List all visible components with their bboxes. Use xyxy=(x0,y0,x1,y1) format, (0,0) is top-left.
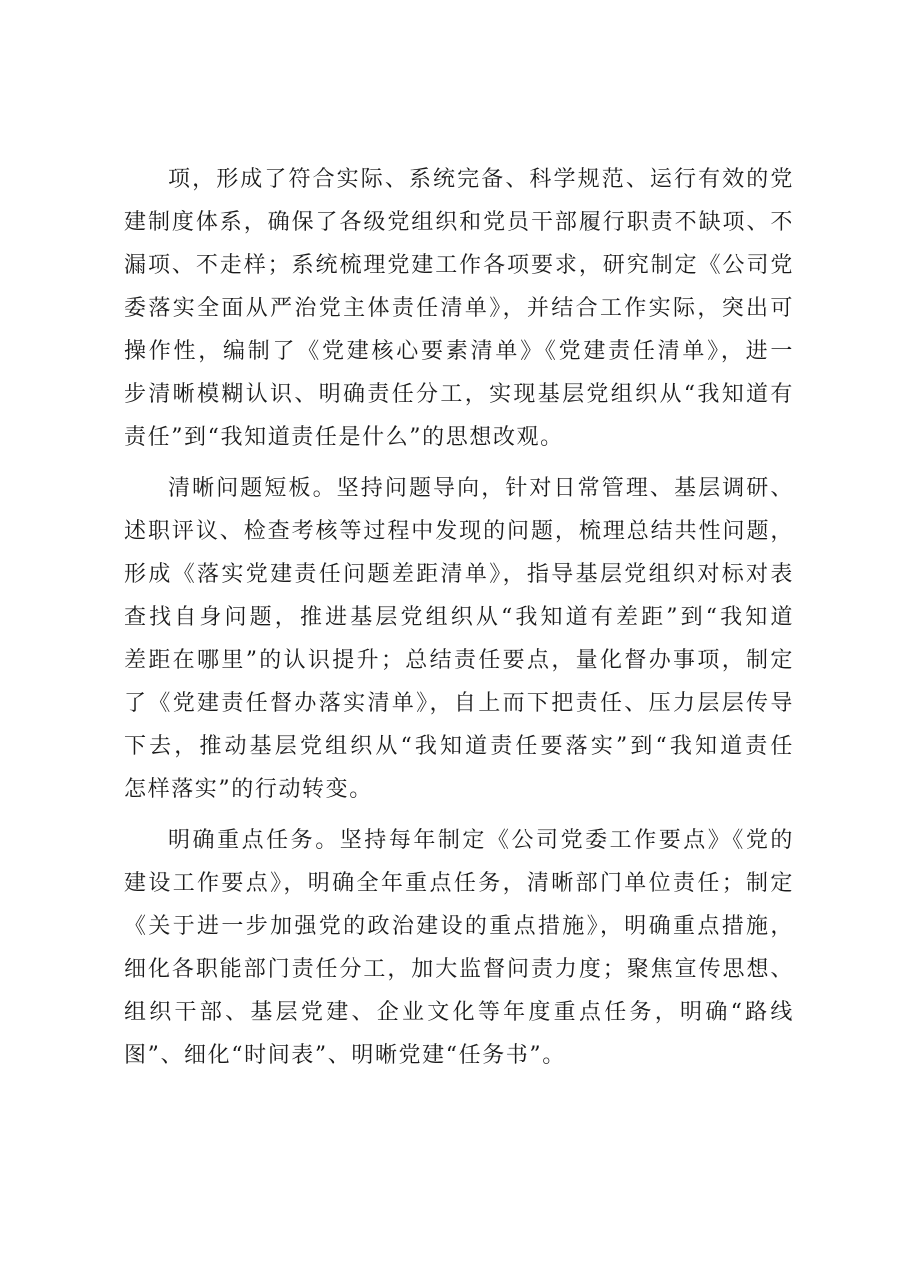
text-line: 操作性，编制了《党建核心要素清单》《党建责任清单》，进一 xyxy=(124,339,794,364)
text-line: 建设工作要点》，明确全年重点任务，清晰部门单位责任；制定 xyxy=(124,871,794,896)
text-line: 差距在哪里”的认识提升；总结责任要点，量化督办事项，制定 xyxy=(124,648,794,673)
text-line: 项，形成了符合实际、系统完备、科学规范、运行有效的党 xyxy=(168,167,794,192)
document-body xyxy=(124,158,794,1085)
text-line: 图”、细化“时间表”、明晰党建“任务书”。 xyxy=(124,1043,566,1068)
text-line: 步清晰模糊认识、明确责任分工，实现基层党组织从“我知道有 xyxy=(124,382,794,407)
text-line: 了《党建责任督办落实清单》，自上而下把责任、压力层层传导 xyxy=(124,691,794,716)
paragraph-1 xyxy=(124,158,794,459)
text-line: 述职评议、检查考核等过程中发现的问题，梳理总结共性问题， xyxy=(124,519,794,544)
text-line: 细化各职能部门责任分工，加大监督问责力度；聚焦宣传思想、 xyxy=(124,957,794,982)
text-line: 查找自身问题，推进基层党组织从“我知道有差距”到“我知道 xyxy=(124,605,794,630)
text-line: 下去，推动基层党组织从“我知道责任要落实”到“我知道责任 xyxy=(124,734,794,759)
paragraph-3 xyxy=(124,819,794,1077)
paragraph-2 xyxy=(124,467,794,811)
text-line: 责任”到“我知道责任是什么”的思想改观。 xyxy=(124,425,564,450)
text-line: 形成《落实党建责任问题差距清单》，指导基层党组织对标对表 xyxy=(124,562,794,587)
text-line: 委落实全面从严治党主体责任清单》，并结合工作实际，突出可 xyxy=(124,296,794,321)
text-line: 明确重点任务。坚持每年制定《公司党委工作要点》《党的 xyxy=(168,828,794,853)
text-line: 组织干部、基层党建、企业文化等年度重点任务，明确“路线 xyxy=(124,1000,794,1025)
text-line: 《关于进一步加强党的政治建设的重点措施》，明确重点措施， xyxy=(124,914,794,939)
text-line: 清晰问题短板。坚持问题导向，针对日常管理、基层调研、 xyxy=(168,476,794,501)
text-line: 建制度体系，确保了各级党组织和党员干部履行职责不缺项、不 xyxy=(124,210,794,235)
text-line: 怎样落实”的行动转变。 xyxy=(124,777,373,802)
text-line: 漏项、不走样；系统梳理党建工作各项要求，研究制定《公司党 xyxy=(124,253,794,278)
